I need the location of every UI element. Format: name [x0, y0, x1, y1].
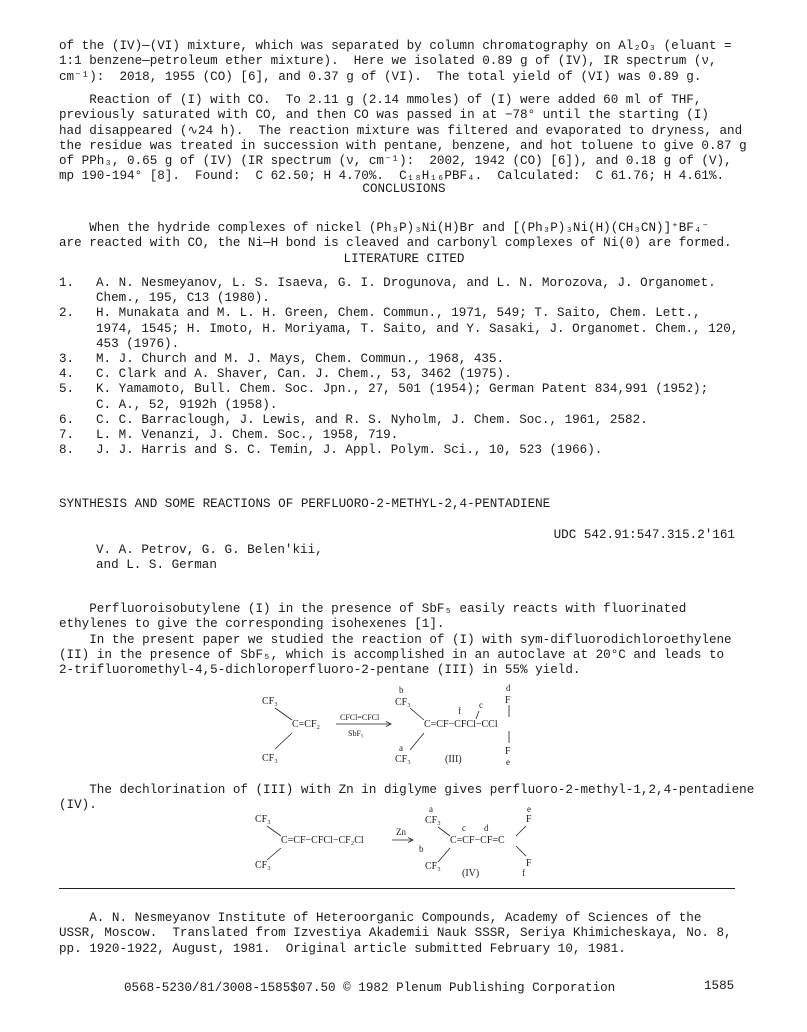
text-line: (IV). — [59, 798, 97, 813]
reference-text: H. Munakata and M. L. H. Green, Chem. Commun., 1971, 549; T. Saito, Chem. Lett., — [96, 306, 701, 321]
cf3-label: CF₃ — [262, 753, 278, 764]
text-line: of PPh₃, 0.65 g of (IV) (IR spectrum (ν, cm⁻¹): 2002, 1942 (CO) [6]), and 0.18 g of (V), — [59, 154, 732, 169]
text-line: had disappeared (∿24 h). The reaction mixture was filtered and evaporated to dryness, and — [59, 123, 743, 138]
reaction-paragraph — [59, 78, 747, 184]
text-line: USSR, Moscow. Translated from Izvestiya Akademii Nauk SSSR, Seriya Khimicheskaya, No. 8, — [59, 926, 732, 941]
cf3-label: CF₃ — [395, 697, 411, 708]
text-line: The dechlorination of (III) with Zn in diglyme gives perfluoro-2-methyl-1,2,4-pentadiene — [59, 783, 755, 798]
author-line: and L. S. German — [96, 558, 217, 573]
reference-text: Chem., 195, C13 (1980). — [96, 291, 270, 306]
text-line: previously saturated with CO, and then CO was passed in at −78° until the starting (I) — [59, 108, 709, 123]
conclusions-body — [59, 206, 732, 252]
text-line: ethylenes to give the corresponding isohexenes [1]. — [59, 617, 445, 632]
literature-heading: LITERATURE CITED — [343, 252, 465, 266]
text-line: are reacted with CO, the Ni—H bond is cleaved and carbonyl complexes of Ni(0) are formed. — [59, 236, 732, 251]
footer-code: 0568-5230/81/3008-1585$07.50 © 1982 Plenum Publishing Corporation — [124, 981, 616, 995]
reference-text: K. Yamamoto, Bull. Chem. Soc. Jpn., 27, 501 (1954); German Patent 834,991 (1952); — [96, 382, 709, 397]
top-paragraph — [59, 24, 732, 85]
position-label: e — [506, 757, 510, 767]
reference-text: M. J. Church and M. J. Mays, Chem. Commun., 1968, 435. — [96, 352, 505, 366]
fluorine-label: F — [505, 695, 511, 706]
article-authors — [96, 528, 323, 574]
position-label: f — [458, 706, 461, 716]
position-label: a — [399, 743, 403, 753]
position-label: d — [484, 823, 489, 833]
reference-text: L. M. Venanzi, J. Chem. Soc., 1958, 719. — [96, 428, 399, 442]
page-number: 1585 — [704, 979, 735, 993]
conclusions-heading: CONCLUSIONS — [362, 182, 446, 196]
reference-text: C. A., 52, 9192h (1958). — [96, 397, 278, 412]
product-formula: C=CF−CFCl−CCl — [424, 719, 498, 730]
catalyst-label: SbF₅ — [348, 729, 364, 738]
cf3-label: CF₃ — [262, 696, 278, 707]
position-label: c — [462, 823, 466, 833]
position-label: c — [479, 700, 483, 710]
author-line: V. A. Petrov, G. G. Belen'kii, — [96, 543, 323, 558]
product-formula: C=CF−CF=C — [450, 835, 505, 846]
reagent-label: Zn — [396, 827, 406, 837]
text-line: (II) in the presence of SbF₅, which is accomplished in an autoclave at 20°C and leads to — [59, 647, 725, 662]
reference-number: 6. — [59, 412, 75, 427]
reference-number: 3. — [59, 352, 75, 366]
cf3-label: CF₃ — [425, 815, 441, 826]
text-line: Reaction of (I) with CO. To 2.11 g (2.14 mmoles) of (I) were added 60 ml of THF, — [59, 93, 702, 108]
udc-code: UDC 542.91:547.315.2'161 — [553, 528, 735, 542]
fluorine-label: F — [526, 814, 532, 825]
position-label: f — [522, 868, 525, 878]
reference-number: 4. — [59, 367, 75, 382]
reference-number: 1. — [59, 276, 75, 290]
position-label: b — [419, 844, 424, 854]
text-line: 2-trifluoromethyl-4,5-dichloroperfluoro-2-pentane (III) in 55% yield. — [59, 663, 581, 678]
cf3-label: CF₃ — [395, 754, 411, 765]
footnote-divider — [59, 888, 735, 889]
article-title: SYNTHESIS AND SOME REACTIONS OF PERFLUORO-2-METHYL-2,4-PENTADIENE — [59, 497, 551, 511]
text-line: cm⁻¹): 2018, 1955 (CO) [6], and 0.37 g of (VI). The total yield of (VI) was 0.89 g. — [59, 69, 702, 84]
cf3-label: CF₃ — [255, 860, 271, 871]
text-line: Perfluoroisobutylene (I) in the presence of SbF₅ easily reacts with fluorinated — [59, 602, 687, 617]
text-line: mp 190-194° [8]. Found: C 62.50; H 4.70%. C₁₈H₁₆PBF₄. Calculated: C 61.76; H 4.61%. — [59, 169, 725, 184]
compound-label: (IV) — [462, 868, 480, 879]
fluorine-label: F — [505, 746, 511, 757]
cf3-label: CF₃ — [255, 814, 271, 825]
compound-label: (III) — [445, 754, 462, 765]
reference-text: C. C. Barraclough, J. Lewis, and R. S. Nyholm, J. Chem. Soc., 1961, 2582. — [96, 412, 648, 427]
reference-text: 453 (1976). — [96, 336, 180, 351]
position-label: d — [506, 683, 511, 693]
cf3-label: CF₃ — [425, 861, 441, 872]
reactant-formula: C=CF₂ — [292, 719, 321, 730]
reaction-scheme-2 — [250, 804, 570, 884]
text-line: 1:1 benzene—petroleum ether mixture). Here we isolated 0.89 g of (IV), IR spectrum (ν, — [59, 54, 717, 69]
fluorine-label: F — [526, 858, 532, 869]
text-line: In the present paper we studied the reaction of (I) with sym-difluorodichloroethylene — [59, 632, 732, 647]
reference-number: 7. — [59, 428, 75, 442]
intro-paragraph — [59, 587, 732, 678]
position-label: e — [527, 804, 531, 814]
reagent-label: CFCl=CFCl — [340, 713, 380, 722]
text-line: pp. 1920-1922, August, 1981. Original article submitted February 10, 1981. — [59, 941, 626, 956]
reference-text: A. N. Nesmeyanov, L. S. Isaeva, G. I. Drogunova, and L. N. Morozova, J. Organomet. — [96, 276, 716, 290]
text-line: A. N. Nesmeyanov Institute of Heteroorganic Compounds, Academy of Sciences of the — [59, 911, 702, 926]
position-label: a — [429, 804, 433, 814]
reference-number: 2. — [59, 306, 75, 321]
reference-number: 8. — [59, 443, 75, 458]
reference-text: C. Clark and A. Shaver, Can. J. Chem., 53, 3462 (1975). — [96, 367, 512, 382]
text-line: of the (IV)—(VI) mixture, which was separated by column chromatography on Al₂O₃ (eluant = — [59, 39, 732, 54]
footnote — [59, 896, 732, 957]
text-line: When the hydride complexes of nickel (Ph₃P)₃Ni(H)Br and [(Ph₃P)₃Ni(H)(CH₃CN)]⁺BF₄⁻ — [59, 221, 709, 236]
position-label: b — [399, 685, 404, 695]
reaction-scheme-1 — [250, 683, 550, 775]
reference-number: 5. — [59, 382, 75, 397]
reference-text: J. J. Harris and S. C. Temin, J. Appl. Polym. Sci., 10, 523 (1966). — [96, 443, 603, 458]
text-line: the residue was treated in succession with pentane, benzene, and hot toluene to give 0.87 g — [59, 138, 747, 153]
reference-text: 1974, 1545; H. Imoto, H. Moriyama, T. Saito, and Y. Sasaki, J. Organomet. Chem., 120, — [96, 321, 739, 336]
reactant-formula: C=CF−CFCl−CF₂Cl — [281, 835, 364, 846]
